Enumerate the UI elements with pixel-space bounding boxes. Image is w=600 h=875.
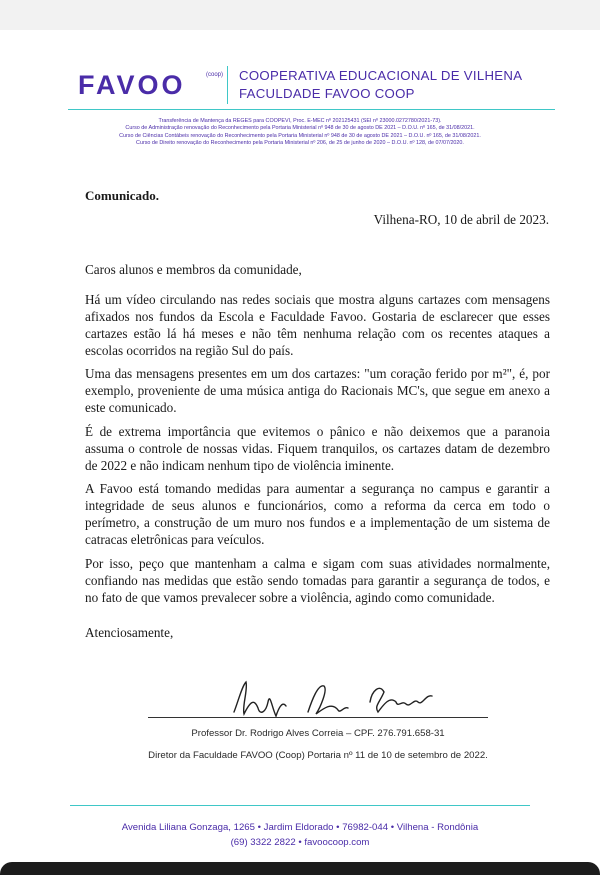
org-line-1: COOPERATIVA EDUCACIONAL DE VILHENA [239, 68, 523, 83]
note-line: Curso de Ciências Contábeis renovação do Reconhecimento pela Portaria Ministerial nº 948 de 30 de agosto DE 2021 – D.O.U. nº 165, de 31/08/2021. [119, 132, 481, 139]
logo-wordmark: FAVOO [78, 70, 186, 100]
logo-coop-mark: (coop) [206, 72, 224, 78]
viewer-top-bar [0, 0, 600, 30]
paragraph-5: Por isso, peço que mantenham a calma e sigam com suas atividades normalmente, confiando nas medidas que estão sendo tomadas para garantir a segurança de todos, e no fato de que vamos prevalecer sobre a violência, agindo como comunidade. [85, 556, 550, 605]
salutation: Caros alunos e membros da comunidade, [85, 262, 302, 277]
closing: Atenciosamente, [85, 625, 174, 640]
accreditation-notes [60, 118, 540, 148]
org-line-2: FACULDADE FAVOO COOP [239, 86, 415, 101]
footer-contact: (69) 3322 2822 • favoocoop.com [230, 837, 370, 848]
footer-rule [70, 805, 530, 806]
note-line: Curso de Administração renovação do Reconhecimento pela Portaria Ministerial nº 948 de 30 de agosto DE 2021 – D.O.U. nº 165, de 31/08/2021. [125, 125, 475, 132]
favoo-logo [78, 70, 228, 100]
paragraph-3: É de extrema importância que evitemos o pânico e não deixemos que a paranoia assuma o controle de nossas vidas. Fiquem tranquilos, os cartazes datam de dezembro de 2022 e não indicam nenhum tipo de violência iminente. [85, 424, 550, 473]
handwritten-signature [220, 672, 440, 722]
paragraph-2: Uma das mensagens presentes em um dos cartazes: "um coração ferido por m²", é, por exemplo, proveniente de uma música antiga do Racionais MC's, que segue em anexo a este comunicado. [85, 366, 550, 415]
paragraph-1: Há um vídeo circulando nas redes sociais que mostra alguns cartazes com mensagens afixados nos fundos da Escola e Faculdade Favoo. Gostaria de esclarecer que esses cartazes estão lá há meses e não têm nenhuma relação com os recentes ataques a escolas ocorridos na região Sul do país. [85, 292, 550, 358]
organization-name [239, 67, 522, 103]
footer-address: Avenida Liliana Gonzaga, 1265 • Jardim Eldorado • 76982-044 • Vilhena - Rondônia [121, 822, 479, 833]
header-divider [227, 66, 228, 104]
viewer-bottom-bar [0, 862, 600, 875]
signature-line [148, 717, 488, 718]
signer-title: Diretor da Faculdade FAVOO (Coop) Portaria nº 11 de 10 de setembro de 2022. [148, 750, 488, 761]
signer-name: Professor Dr. Rodrigo Alves Correia – CPF. 276.791.658-31 [191, 728, 445, 739]
paragraph-4: A Favoo está tomando medidas para aumentar a segurança no campus e garantir a integridade de seus alunos e funcionários, como a reforma da cerca em todo o perímetro, a construção de um muro nos fundos e a implementação de um sistema de catracas eletrônicas para veículos. [85, 481, 550, 547]
note-line: Transferência de Mantença da REGES para COOPEVI, Proc. E-MEC nº 202125431 (SEI nº 23000.0272780/2021-73). [158, 118, 442, 124]
header-rule [68, 109, 555, 110]
letter-heading: Comunicado. [85, 188, 160, 203]
note-line: Curso de Direito renovação do Reconhecimento pela Portaria Ministerial nº 206, de 25 de junho de 2020 – D.O.U. nº 128, de 07/07/2020. [136, 140, 464, 147]
letter-date: Vilhena-RO, 10 de abril de 2023. [373, 212, 549, 227]
